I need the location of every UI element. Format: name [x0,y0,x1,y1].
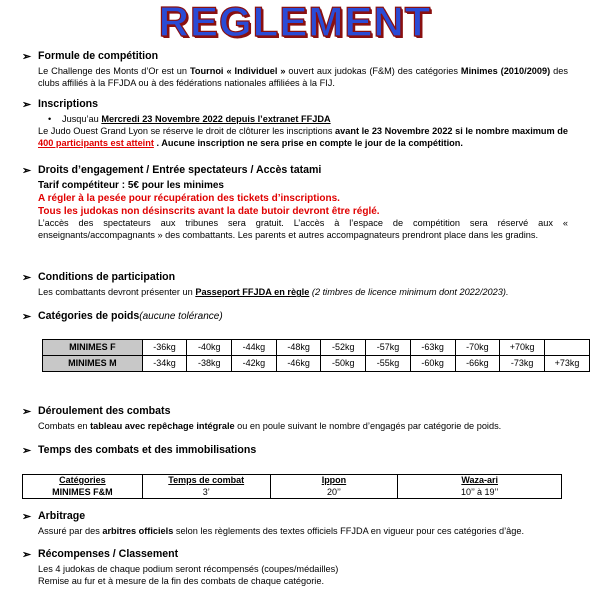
section-deroulement [22,405,568,433]
table-cell: -50kg [321,356,366,372]
table-cell: +73kg [545,356,590,372]
section-conditions [22,271,568,299]
table-cell: -60kg [410,356,455,372]
table-row [43,356,590,372]
deadline-text: Mercredi 23 Novembre 2022 depuis l’extranet FFJDA [101,114,331,125]
section-heading: Temps des combats et des immobilisations [38,444,257,457]
table-header-row [23,475,562,487]
section-body: Assuré par des arbitres officiels selon les règlements des textes officiels FFJDA en vigueur pour ces catégories d’âge. [38,526,525,537]
list-item: • Jusqu’au Mercredi 23 Novembre 2022 depuis l’extranet FFJDA [38,114,568,126]
table-cell: MINIMES F&M [23,487,143,499]
table-header-cell: Ippon [270,475,398,487]
section-body: Le Challenge des Monts d’Or est un Tournoi « Individuel » ouvert aux judokas (F&M) des catégories Minimes (2010/2009) des clubs affiliés à la FFJDA ou à des fédérations nationales affiliées à la FIJ. [38,66,568,88]
table-cell: -57kg [366,340,411,356]
section-heading: Droits d’engagement / Entrée spectateurs / Accès tatami [38,164,322,177]
section-heading: Arbitrage [38,510,86,523]
table-cell: -63kg [410,340,455,356]
table-header-cell: Waza-ari [398,475,562,487]
table-cell: 3’ [142,487,270,499]
time-table-wrap [22,474,562,499]
section-recompenses [22,548,568,588]
table-cell: MINIMES M [43,356,143,372]
table-cell: -48kg [276,340,321,356]
arrow-bullet-icon: ➢ [22,99,32,111]
table-cell: -66kg [455,356,500,372]
deadline-warning: Tous les judokas non désinscrits avant la date butoir devront être réglé. [38,205,380,217]
table-header-cell: Catégories [23,475,143,487]
table-cell: -73kg [500,356,545,372]
tarif-text: Tarif compétiteur : 5€ pour les minimes [38,180,224,192]
table-cell: -46kg [276,356,321,372]
table-cell: -44kg [232,340,277,356]
table-header-cell: Temps de combat [142,475,270,487]
table-cell: MINIMES F [43,340,143,356]
max-participants-text: 400 participants est atteint [38,137,154,148]
arrow-bullet-icon: ➢ [22,165,32,177]
table-cell: 20’’ [270,487,398,499]
section-heading: Conditions de participation [38,271,176,284]
section-body: L’accès des spectateurs aux tribunes sera gratuit. L’accès à l’espace de compétition sera réservé aux « enseignants/accompagnants » des combattants. Les parents et autres accompagnateurs prendront place dans les gradins. [38,218,568,241]
table-cell: 10’’ à 19’’ [398,487,562,499]
arrow-bullet-icon: ➢ [22,549,32,561]
section-heading: Récompenses / Classement [38,548,179,561]
arrow-bullet-icon: ➢ [22,445,32,457]
table-cell: -36kg [142,340,187,356]
section-inscriptions [22,98,568,149]
table-row [43,340,590,356]
table-cell: -52kg [321,340,366,356]
section-heading: Catégories de poids [38,310,140,323]
section-formule [22,50,568,90]
table-row [23,487,562,499]
weight-table [42,339,590,372]
section-arbitrage [22,510,568,538]
arrow-bullet-icon: ➢ [22,272,32,284]
section-heading: Formule de compétition [38,50,159,63]
section-droits [22,164,568,242]
section-body: Le Judo Ouest Grand Lyon se réserve le droit de clôturer les inscriptions avant le 23 Novembre 2022 si le nombre maximum de 400 participants est atteint . Aucune inscription ne sera prise en compte le jour de la compétition. [38,125,568,148]
section-body: Les 4 judokas de chaque podium seront récompensés (coupes/médailles) Remise au fur et à mesure de la fin des combats de chaque catégorie. [38,564,339,586]
section-body: Combats en tableau avec repêchage intégrale ou en poule suivant le nombre d’engagés par catégorie de poids. [38,421,502,432]
weight-table-wrap [42,339,590,372]
table-cell: -40kg [187,340,232,356]
section-heading: Inscriptions [38,98,99,111]
arrow-bullet-icon: ➢ [22,311,32,323]
table-cell: -42kg [232,356,277,372]
payment-warning: A régler à la pesée pour récupération des tickets d’inscriptions. [38,192,340,204]
section-body: Les combattants devront présenter un Passeport FFJDA en règle (2 timbres de licence minimum dont 2022/2023). [38,287,509,298]
section-heading: Déroulement des combats [38,405,171,418]
section-temps [22,444,568,458]
table-cell: -55kg [366,356,411,372]
arrow-bullet-icon: ➢ [22,406,32,418]
table-cell: -70kg [455,340,500,356]
table-cell: -38kg [187,356,232,372]
arrow-bullet-icon: ➢ [22,51,32,63]
table-cell: -34kg [142,356,187,372]
table-cell: +70kg [500,340,545,356]
table-cell [545,340,590,356]
time-table [22,474,562,499]
page-title: REGLEMENT [158,0,432,45]
arrow-bullet-icon: ➢ [22,511,32,523]
section-categories: ➢ Catégories de poids (aucune tolérance) [22,310,223,323]
